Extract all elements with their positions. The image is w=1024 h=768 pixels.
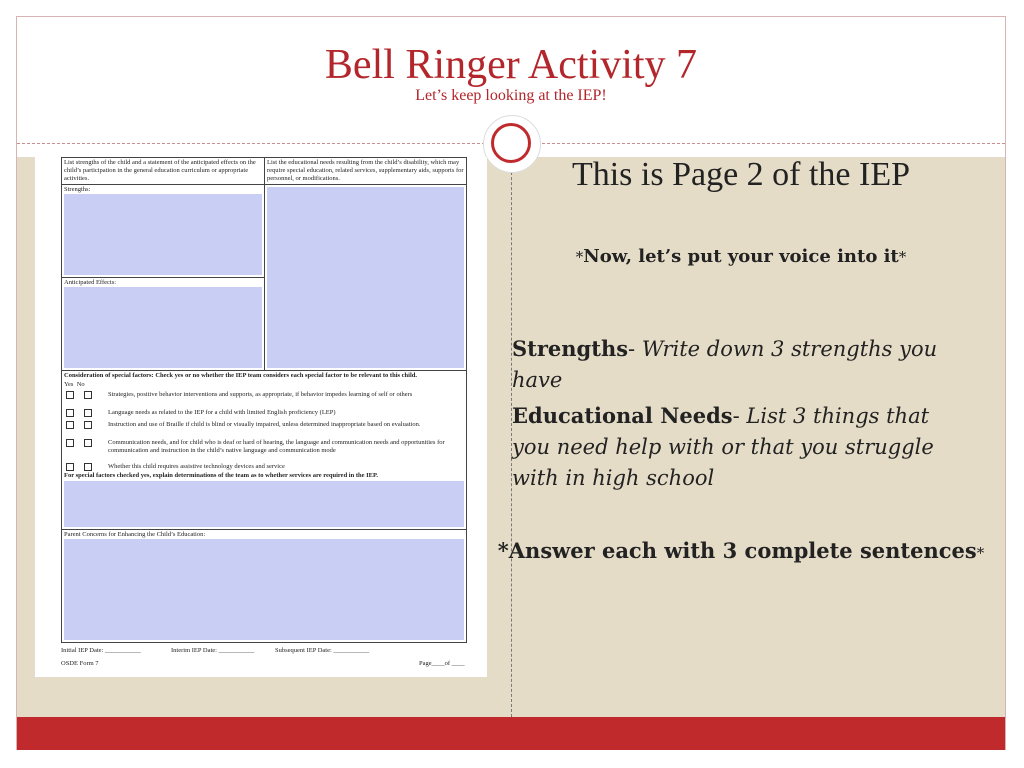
form-factors-field — [64, 481, 464, 527]
checkbox-icon — [84, 409, 92, 417]
slide-title: Bell Ringer Activity 7 — [324, 42, 698, 88]
form-factor-row — [66, 391, 413, 399]
form-parent-concerns-field — [64, 539, 464, 640]
strengths-text: Write down 3 strengths you have — [512, 337, 938, 392]
checkbox-icon — [84, 421, 92, 429]
form-effects-box — [61, 277, 265, 371]
form-strengths-field — [64, 194, 262, 275]
form-name: OSDE Form 7 — [61, 660, 99, 667]
voice-instruction — [494, 246, 988, 267]
needs-label: Educational Needs — [512, 403, 733, 428]
voice-text: Now, let’s put your voice into it — [583, 246, 899, 267]
checkbox-icon — [66, 463, 74, 471]
form-factor-text: Communication needs, and for child who is deaf or hard of hearing, the language and communication needs and opportunities for communication and instruction in the child’s native language and communication mode — [108, 439, 445, 454]
form-needs-field — [267, 187, 464, 368]
form-effects-label: Anticipated Effects: — [64, 279, 117, 286]
checkbox-icon — [84, 391, 92, 399]
form-page-of: Page____of ____ — [419, 660, 465, 667]
form-factor-row — [66, 421, 421, 429]
star-prefix: * — [575, 248, 584, 266]
checkbox-icon — [66, 439, 74, 447]
form-col1-header: List strengths of the child and a statement of the anticipated effects on the child’s participation in the general education curriculum or appropriate activities. — [64, 159, 256, 182]
form-initial-date: Initial IEP Date: ___________ — [61, 647, 141, 654]
form-factor-text: Whether this child requires assistive technology devices and service — [108, 463, 285, 470]
form-factor-text: Language needs as related to the IEP for a child with limited English proficiency (LEP) — [108, 409, 336, 416]
form-header-needs — [264, 157, 467, 185]
needs-dash: - — [732, 404, 740, 428]
form-strengths-box — [61, 184, 265, 278]
form-needs-box — [264, 184, 467, 371]
strengths-instruction — [512, 333, 942, 396]
form-factor-row — [66, 439, 445, 454]
checkbox-icon — [84, 439, 92, 447]
form-factor-text: Strategies, positive behavior interventions and supports, as appropriate, if behavior impedes learning of self or others — [108, 391, 413, 398]
footer-bar — [17, 717, 1005, 750]
form-col2-header: List the educational needs resulting from the child’s disability, which may require special education, related services, supplementary aids, supports for personnel, or modifications. — [267, 159, 464, 182]
form-subsequent-date: Subsequent IEP Date: ___________ — [275, 647, 370, 654]
checkbox-icon — [66, 421, 74, 429]
slide-subtitle: Let’s keep looking at the IEP! — [415, 87, 607, 104]
form-header-strengths — [61, 157, 265, 185]
strengths-dash: - — [628, 337, 636, 361]
form-factors-explain: For special factors checked yes, explain determinations of the team as to whether services are required in the IEP. — [64, 472, 379, 479]
form-special-factors — [61, 370, 467, 530]
checkbox-icon — [66, 409, 74, 417]
form-effects-field — [64, 287, 262, 368]
answer-star-prefix: * — [497, 538, 509, 563]
checkbox-icon — [84, 463, 92, 471]
form-special-factors-title: Consideration of special factors: Check yes or no whether the IEP team considers each special factor to be relevant to this child. — [64, 372, 418, 379]
page-heading: This is Page 2 of the IEP — [571, 156, 911, 193]
answer-star-suffix: * — [976, 544, 985, 562]
form-yes-label: Yes — [64, 381, 74, 388]
form-parent-concerns-label: Parent Concerns for Enhancing the Child’s Education: — [64, 531, 206, 538]
form-factor-text: Instruction and use of Braille if child is blind or visually impaired, unless determined inappropriate based on evaluation. — [108, 421, 421, 428]
form-factor-row — [66, 409, 336, 417]
form-parent-concerns — [61, 529, 467, 643]
form-strengths-label: Strengths: — [64, 186, 91, 193]
form-factor-row — [66, 463, 285, 471]
needs-text: List 3 things that you need help with or that you struggle with in high school — [512, 404, 934, 490]
needs-instruction — [512, 400, 942, 494]
form-yes-no-header — [64, 381, 85, 389]
answer-instruction — [494, 536, 988, 568]
checkbox-icon — [66, 391, 74, 399]
form-interim-date: Interim IEP Date: ___________ — [171, 647, 255, 654]
star-suffix: * — [898, 248, 907, 266]
form-no-label: No — [76, 381, 85, 388]
answer-text: Answer each with 3 complete sentences — [508, 538, 977, 563]
iep-form-image — [35, 157, 487, 677]
strengths-label: Strengths — [512, 336, 629, 361]
